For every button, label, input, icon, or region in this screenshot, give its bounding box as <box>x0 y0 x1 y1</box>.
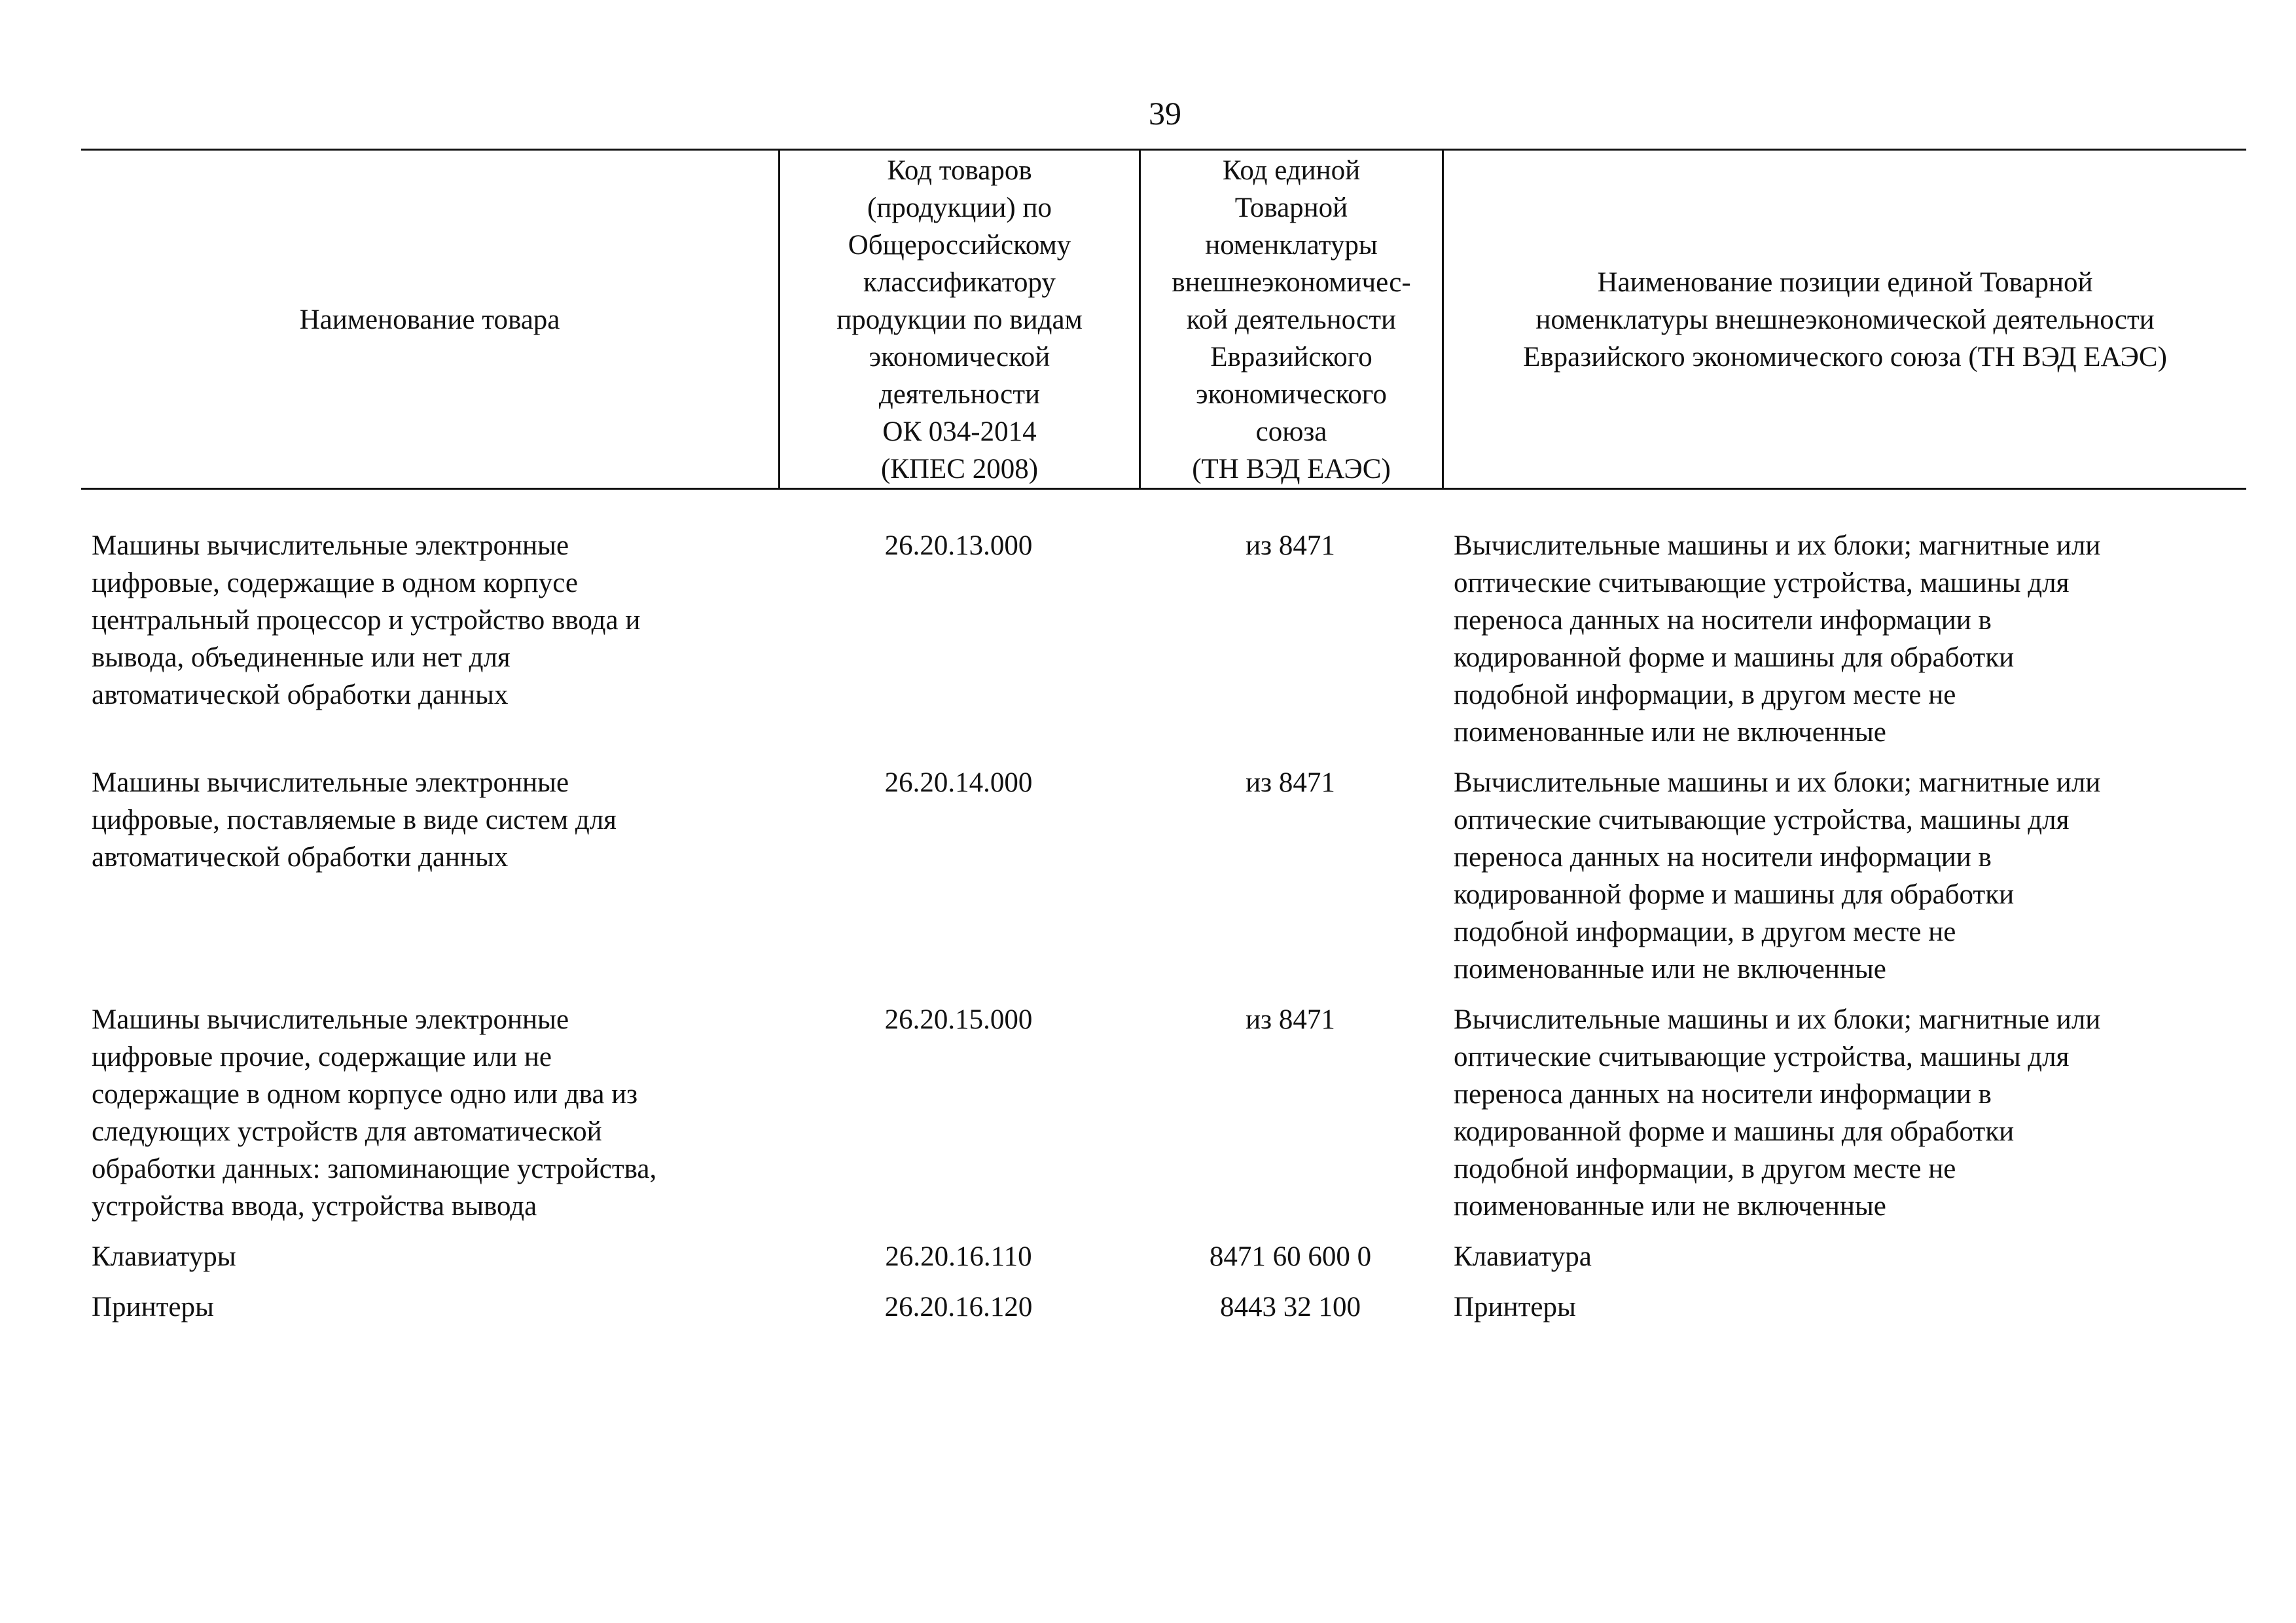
okpd-code-cell: 26.20.13.000 <box>884 530 1033 561</box>
text-line: автоматической обработки данных <box>92 680 509 710</box>
header-text-line: экономической <box>869 341 1050 373</box>
table-header-rule <box>81 488 2246 490</box>
text-line: кодированной форме и машины для обработки <box>1454 879 2015 910</box>
header-text-line: ОК 034-2014 <box>882 416 1037 447</box>
header-text-line: (ТН ВЭД ЕАЭС) <box>1192 453 1391 484</box>
text-line: Вычислительные машины и их блоки; магнитные или <box>1454 530 2101 561</box>
text-line: содержащие в одном корпусе одно или два из <box>92 1079 638 1110</box>
header-text-line: внешнеэкономичес- <box>1172 266 1411 298</box>
tnved-code-cell: из 8471 <box>1246 530 1335 561</box>
header-text-line: Евразийского <box>1210 341 1372 373</box>
header-tnved-position <box>1444 152 2246 487</box>
okpd-code-cell: 26.20.16.120 <box>884 1292 1033 1322</box>
tnved-code-cell: 8443 32 100 <box>1220 1292 1361 1322</box>
text-line: подобной информации, в другом месте не <box>1454 1154 1956 1184</box>
text-line: Машины вычислительные электронные <box>92 530 569 561</box>
text-line: Принтеры <box>1454 1292 1576 1322</box>
text-line: оптические считывающие устройства, машины для <box>1454 568 2070 598</box>
header-text-line: (КПЕС 2008) <box>880 453 1039 484</box>
header-text-line: Евразийского экономического союза (ТН ВЭД ЕАЭС) <box>1523 341 2167 373</box>
text-line: цифровые, содержащие в одном корпусе <box>92 568 578 598</box>
header-text-line: союза <box>1255 416 1327 447</box>
header-tnved-code <box>1141 152 1442 487</box>
product-name-cell <box>81 764 778 988</box>
text-line: Машины вычислительные электронные <box>92 1004 569 1035</box>
text-line: обработки данных: запоминающие устройства, <box>92 1154 657 1184</box>
header-text-line: Наименование товара <box>299 304 560 335</box>
tnved-code-cell: из 8471 <box>1246 1004 1335 1035</box>
text-line: цифровые прочие, содержащие или не <box>92 1042 552 1072</box>
text-line: Клавиатуры <box>92 1241 236 1272</box>
tnved-position-cell <box>1442 764 2246 988</box>
table-row <box>81 1001 2246 1225</box>
table-row <box>81 1238 2246 1275</box>
text-line: устройства ввода, устройства вывода <box>92 1191 537 1222</box>
table-top-rule <box>81 149 2246 151</box>
tnved-position-cell <box>1442 1288 2246 1326</box>
text-line: центральный процессор и устройство ввода и <box>92 605 641 636</box>
header-text-line: классификатору <box>863 266 1056 298</box>
product-name-cell <box>81 527 778 751</box>
product-name-cell <box>81 1238 778 1275</box>
tnved-code-cell: из 8471 <box>1246 767 1335 798</box>
header-okpd-code <box>780 152 1139 487</box>
text-line: переноса данных на носители информации в <box>1454 842 1992 873</box>
header-text-line: Общероссийскому <box>848 229 1071 261</box>
header-text-line: Код товаров <box>887 155 1032 186</box>
text-line: переноса данных на носители информации в <box>1454 1079 1992 1110</box>
text-line: Принтеры <box>92 1292 214 1322</box>
tnved-code-cell: 8471 60 600 0 <box>1209 1241 1372 1272</box>
header-text-line: деятельности <box>878 378 1041 410</box>
table-row <box>81 527 2246 751</box>
text-line: Вычислительные машины и их блоки; магнитные или <box>1454 767 2101 798</box>
text-line: оптические считывающие устройства, машины для <box>1454 1042 2070 1072</box>
header-text-line: кой деятельности <box>1186 304 1397 335</box>
okpd-code-cell: 26.20.16.110 <box>885 1241 1032 1272</box>
text-line: кодированной форме и машины для обработки <box>1454 1116 2015 1147</box>
text-line: поименованные или не включенные <box>1454 1191 1886 1222</box>
header-product-name <box>81 152 778 487</box>
text-line: оптические считывающие устройства, машины для <box>1454 805 2070 835</box>
header-text-line: Товарной <box>1234 192 1348 223</box>
header-text-line: (продукции) по <box>867 192 1052 223</box>
text-line: поименованные или не включенные <box>1454 717 1886 748</box>
tnved-position-cell <box>1442 1238 2246 1275</box>
table-row <box>81 1288 2246 1326</box>
header-text-line: номенклатуры <box>1205 229 1378 261</box>
text-line: цифровые, поставляемые в виде систем для <box>92 805 617 835</box>
header-text-line: Код единой <box>1222 155 1361 186</box>
text-line: следующих устройств для автоматической <box>92 1116 602 1147</box>
text-line: Вычислительные машины и их блоки; магнитные или <box>1454 1004 2101 1035</box>
page-number: 39 <box>1149 95 1181 132</box>
text-line: Клавиатура <box>1454 1241 1592 1272</box>
table-body <box>81 527 2246 1339</box>
product-name-cell <box>81 1288 778 1326</box>
text-line: подобной информации, в другом месте не <box>1454 680 1956 710</box>
text-line: подобной информации, в другом месте не <box>1454 917 1956 947</box>
text-line: кодированной форме и машины для обработки <box>1454 642 2015 673</box>
header-text-line: номенклатуры внешнеэкономической деятельности <box>1535 304 2155 335</box>
text-line: вывода, объединенные или нет для <box>92 642 511 673</box>
text-line: поименованные или не включенные <box>1454 954 1886 985</box>
tnved-position-cell <box>1442 1001 2246 1225</box>
text-line: переноса данных на носители информации в <box>1454 605 1992 636</box>
text-line: Машины вычислительные электронные <box>92 767 569 798</box>
header-text-line: Наименование позиции единой Товарной <box>1597 266 2093 298</box>
tnved-position-cell <box>1442 527 2246 751</box>
text-line: автоматической обработки данных <box>92 842 509 873</box>
okpd-code-cell: 26.20.14.000 <box>884 767 1033 798</box>
okpd-code-cell: 26.20.15.000 <box>884 1004 1033 1035</box>
table-row <box>81 764 2246 988</box>
product-name-cell <box>81 1001 778 1225</box>
header-text-line: продукции по видам <box>836 304 1083 335</box>
header-text-line: экономического <box>1196 378 1387 410</box>
